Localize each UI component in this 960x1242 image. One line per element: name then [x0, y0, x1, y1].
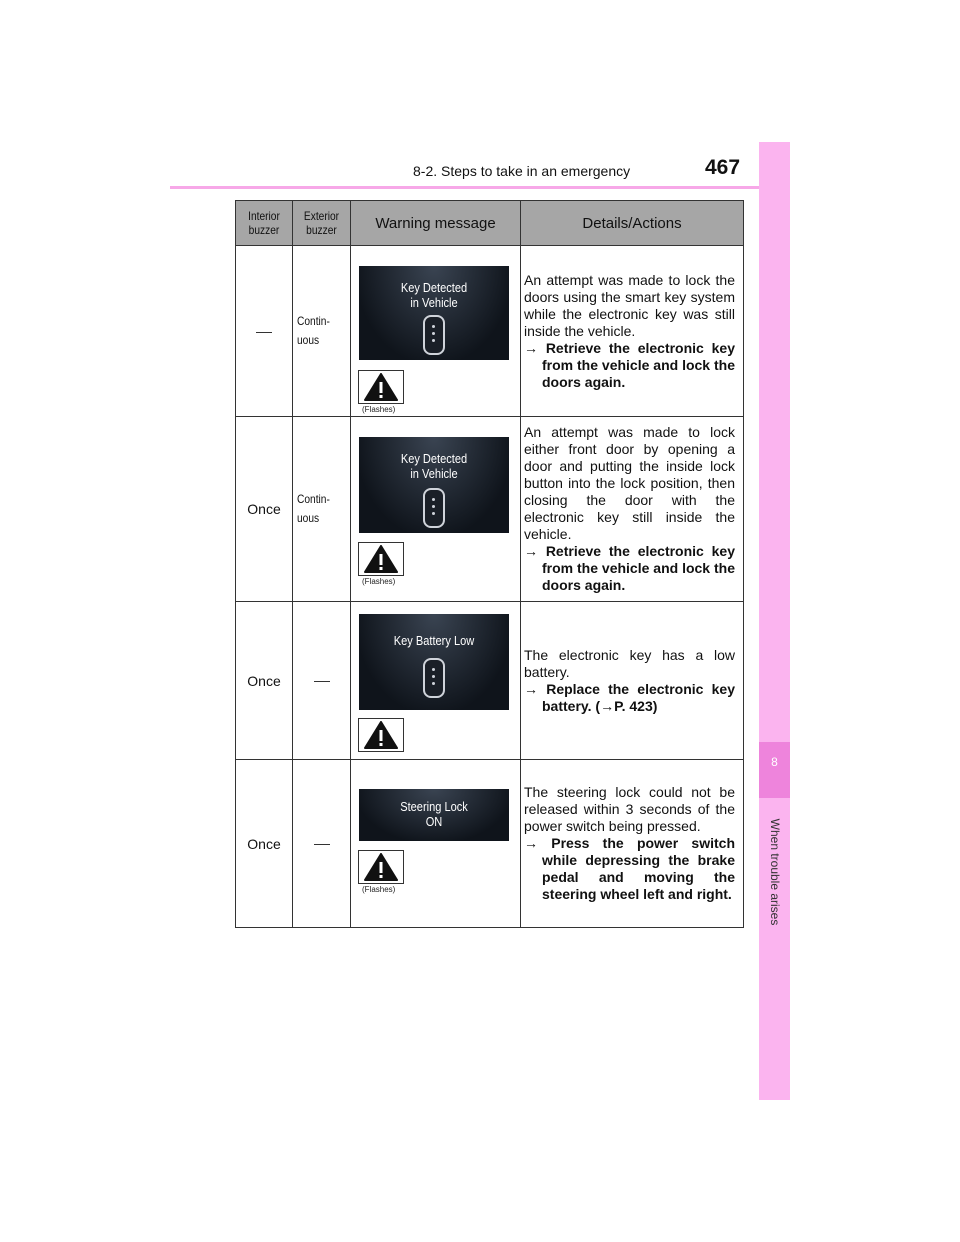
warning-triangle-icon — [358, 718, 404, 752]
no-buzzer-dash — [314, 681, 330, 682]
arrow-icon: → — [524, 543, 538, 559]
side-tab-chapter-title: When trouble arises — [768, 818, 782, 926]
warning-triangle-icon — [358, 850, 404, 884]
warning-triangle-icon — [358, 542, 404, 576]
col-header-exterior-buzzer: Exterior buzzer — [293, 201, 351, 246]
key-fob-icon — [423, 315, 445, 355]
flashes-label: (Flashes) — [362, 405, 396, 414]
details-cell: An attempt was made to lock the doors using the smart key system while the electronic key was still inside the vehicle. → Retrieve the electronic key from the vehicle and lock the doors again. — [521, 246, 744, 417]
exterior-buzzer-cell: Contin- uous — [293, 246, 351, 417]
table-row — [236, 417, 744, 602]
arrow-icon: → — [524, 835, 538, 851]
col-header-warning-message: Warning message — [351, 201, 521, 246]
table-header-row — [236, 201, 744, 246]
exterior-buzzer-cell — [293, 760, 351, 928]
no-buzzer-dash — [314, 844, 330, 845]
flashes-label: (Flashes) — [362, 884, 396, 894]
warning-screen: Steering Lock ON — [359, 789, 509, 841]
side-tab-band — [759, 142, 790, 1100]
warning-screen: Key Detected in Vehicle — [359, 266, 509, 360]
table-row — [236, 760, 744, 928]
key-fob-icon — [423, 658, 445, 698]
interior-buzzer-cell: Once — [236, 602, 293, 760]
arrow-icon: → — [524, 339, 538, 356]
side-tab-chapter-number: 8 — [759, 742, 790, 798]
warning-table — [235, 200, 744, 928]
details-cell: An attempt was made to lock either front door by opening a door and putting the inside lock button into the lock position, then closing the door with the electronic key still inside the vehicle. → Retrieve the electronic key from the vehicle and lock the doors again. — [521, 417, 744, 602]
exterior-buzzer-cell: Contin- uous — [293, 417, 351, 602]
warning-message-cell — [351, 417, 521, 602]
details-cell: The electronic key has a low battery. → Replace the electronic key battery. (→P. 423) — [521, 602, 744, 760]
header-rule — [170, 186, 790, 189]
warning-message-cell — [351, 760, 521, 928]
table-row — [236, 602, 744, 760]
col-header-interior-buzzer: Interior buzzer — [236, 201, 293, 246]
table-row — [236, 246, 744, 417]
flashes-label: (Flashes) — [362, 577, 396, 586]
col-header-details-actions: Details/Actions — [521, 201, 744, 246]
header-section-title: 8-2. Steps to take in an emergency — [413, 163, 631, 179]
details-cell: The steering lock could not be released within 3 seconds of the power switch being pressed. → Press the power switch while depressing the brake pedal and moving the steering wheel left and right. — [521, 760, 744, 928]
key-fob-icon — [423, 488, 445, 528]
interior-buzzer-cell — [236, 246, 293, 417]
warning-screen: Key Battery Low — [359, 614, 509, 710]
arrow-icon: → — [524, 680, 538, 697]
warning-message-cell — [351, 602, 521, 760]
no-buzzer-dash — [256, 332, 272, 333]
warning-triangle-icon — [358, 370, 404, 404]
interior-buzzer-cell: Once — [236, 760, 293, 928]
interior-buzzer-cell: Once — [236, 417, 293, 602]
exterior-buzzer-cell — [293, 602, 351, 760]
warning-screen: Key Detected in Vehicle — [359, 437, 509, 533]
warning-message-cell — [351, 246, 521, 417]
page-number: 467 — [705, 156, 741, 179]
